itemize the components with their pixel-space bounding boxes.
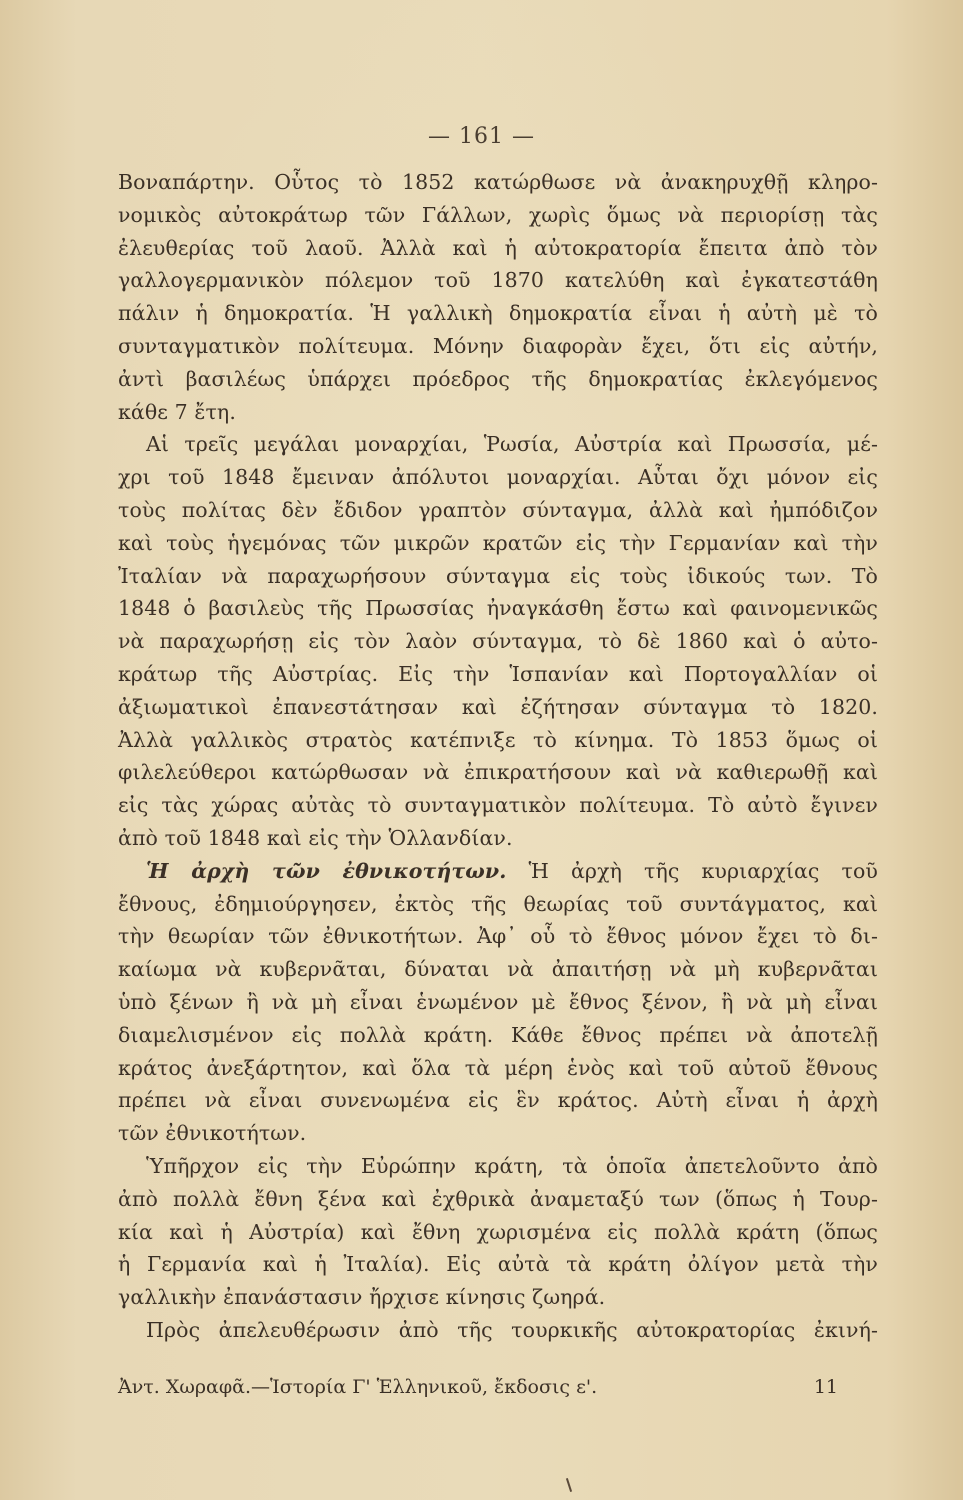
text-line: γαλλογερμανικὸν πόλεμον τοῦ 1870 κατελύθη καὶ ἐγκατεστάθη [118, 268, 878, 293]
text-line: τοὺς πολίτας δὲν ἔδιδον γραπτὸν σύνταγμα, ἀλλὰ καὶ ἠμπόδιζον [118, 497, 878, 522]
text-line: κάθε 7 ἔτη. [118, 399, 236, 424]
text-line: ἔθνους, ἐδημιούργησεν, ἐκτὸς τῆς θεωρίας τοῦ συντάγματος, καὶ [118, 891, 878, 916]
text-line: Βοναπάρτην. Οὗτος τὸ 1852 κατώρθωσε νὰ ἀνακηρυχθῇ κληρο- [118, 170, 878, 194]
text-line: κράτος ἀνεξάρτητον, καὶ ὅλα τὰ μέρη ἑνὸς καὶ τοῦ αὐτοῦ ἔθνους [118, 1055, 878, 1080]
text-line: καίωμα νὰ κυβερνᾶται, δύναται νὰ ἀπαιτήσῃ νὰ μὴ κυβερνᾶται [118, 957, 878, 982]
text-line: Ἀλλὰ γαλλικὸς στρατὸς κατέπνιξε τὸ κίνημα. Τὸ 1853 ὅμως οἱ [118, 727, 878, 752]
text-line: Ὑπῆρχον εἰς τὴν Εὐρώπην κράτη, τὰ ὁποῖα ἀπετελοῦντο ἀπὸ [146, 1153, 878, 1178]
text-line: ἐλευθερίας τοῦ λαοῦ. Ἀλλὰ καὶ ἡ αὐτοκρατορία ἔπειτα ἀπὸ τὸν [118, 235, 878, 260]
text-line: τῶν ἐθνικοτήτων. [118, 1121, 307, 1146]
ink-mark [566, 1478, 572, 1492]
text-line: εἰς τὰς χώρας αὐτὰς τὸ συνταγματικὸν πολίτευμα. Τὸ αὐτὸ ἔγινεν [118, 793, 878, 818]
text-line: κράτωρ τῆς Αὐστρίας. Εἰς τὴν Ἱσπανίαν καὶ Πορτογαλλίαν οἱ [118, 661, 878, 686]
text-line: χρι τοῦ 1848 ἔμειναν ἀπόλυτοι μοναρχίαι. Αὗται ὄχι μόνον εἰς [118, 465, 878, 490]
section-heading: Ἡ ἀρχὴ τῶν ἐθνικοτήτων. [146, 858, 507, 883]
text-line: συνταγματικὸν πολίτευμα. Μόνην διαφορὰν ἔχει, ὅτι εἰς αὐτήν, [118, 333, 878, 358]
text-line: Ἰταλίαν νὰ παραχωρήσουν σύνταγμα εἰς τοὺς ἰδικούς των. Τὸ [118, 563, 878, 588]
text-line: διαμελισμένον εἰς πολλὰ κράτη. Κάθε ἔθνος πρέπει νὰ ἀποτελῇ [118, 1022, 878, 1047]
text-line: νὰ παραχωρήσῃ εἰς τὸν λαὸν σύνταγμα, τὸ δὲ 1860 καὶ ὁ αὐτο- [118, 629, 878, 654]
text-line: κία καὶ ἡ Αὐστρία) καὶ ἔθνη χωρισμένα εἰς πολλὰ κράτη (ὅπως [118, 1219, 878, 1244]
text-line: ἀντὶ βασιλέως ὑπάρχει πρόεδρος τῆς δημοκρατίας ἐκλεγόμενος [118, 366, 878, 391]
text-line: πάλιν ἡ δημοκρατία. Ἡ γαλλικὴ δημοκρατία εἶναι ἡ αὐτὴ μὲ τὸ [118, 301, 878, 326]
text-line: τὴν θεωρίαν τῶν ἐθνικοτήτων. Ἀφ᾽ οὗ τὸ ἔθνος μόνον ἔχει τὸ δι- [118, 924, 878, 949]
signature-mark: 11 [813, 1376, 838, 1398]
body-text [118, 166, 878, 1347]
page-footer [118, 1372, 838, 1402]
text-line: ἀξιωματικοὶ ἐπανεστάτησαν καὶ ἐζήτησαν σύνταγμα τὸ 1820. [118, 694, 878, 719]
text-line: Πρὸς ἀπελευθέρωσιν ἀπὸ τῆς τουρκικῆς αὐτοκρατορίας ἐκινή- [146, 1317, 878, 1342]
text-line: γαλλικὴν ἐπανάστασιν ἤρχισε κίνησις ζωηρά. [118, 1285, 606, 1310]
text-line: φιλελεύθεροι κατώρθωσαν νὰ ἐπικρατήσουν καὶ νὰ καθιερωθῇ καὶ [118, 760, 878, 785]
heading-line-rest: Ἡ ἀρχὴ τῆς κυριαρχίας τοῦ [506, 858, 878, 883]
text-line: ἀπὸ πολλὰ ἔθνη ξένα καὶ ἐχθρικὰ ἀναμεταξύ των (ὅπως ἡ Τουρ- [118, 1186, 878, 1211]
text-line: ἀπὸ τοῦ 1848 καὶ εἰς τὴν Ὁλλανδίαν. [118, 825, 513, 850]
text-line: 1848 ὁ βασιλεὺς τῆς Πρωσσίας ἠναγκάσθη ἔστω καὶ φαινομενικῶς [118, 596, 878, 621]
section-heading-line [118, 855, 878, 888]
text-line: πρέπει νὰ εἶναι συνενωμένα εἰς ἓν κράτος. Αὐτὴ εἶναι ἡ ἀρχὴ [118, 1088, 878, 1113]
text-line: ὑπὸ ξένων ἢ νὰ μὴ εἶναι ἑνωμένον μὲ ἔθνος ξένον, ἢ νὰ μὴ εἶναι [118, 989, 878, 1014]
text-line: καὶ τοὺς ἡγεμόνας τῶν μικρῶν κρατῶν εἰς τὴν Γερμανίαν καὶ τὴν [118, 530, 878, 555]
page-number: — 161 — [428, 124, 535, 149]
text-line: νομικὸς αὐτοκράτωρ τῶν Γάλλων, χωρὶς ὅμως νὰ περιορίσῃ τὰς [118, 202, 878, 227]
text-line: ἡ Γερμανία καὶ ἡ Ἰταλία). Εἰς αὐτὰ τὰ κράτη ὀλίγον μετὰ τὴν [118, 1252, 878, 1277]
footer-citation: Ἀντ. Χωραφᾶ.—Ἱστορία Γ' Ἑλληνικοῦ, ἔκδοσις ε'. [118, 1376, 598, 1398]
text-line: Αἱ τρεῖς μεγάλαι μοναρχίαι, Ῥωσία, Αὐστρία καὶ Πρωσσία, μέ- [146, 432, 878, 457]
